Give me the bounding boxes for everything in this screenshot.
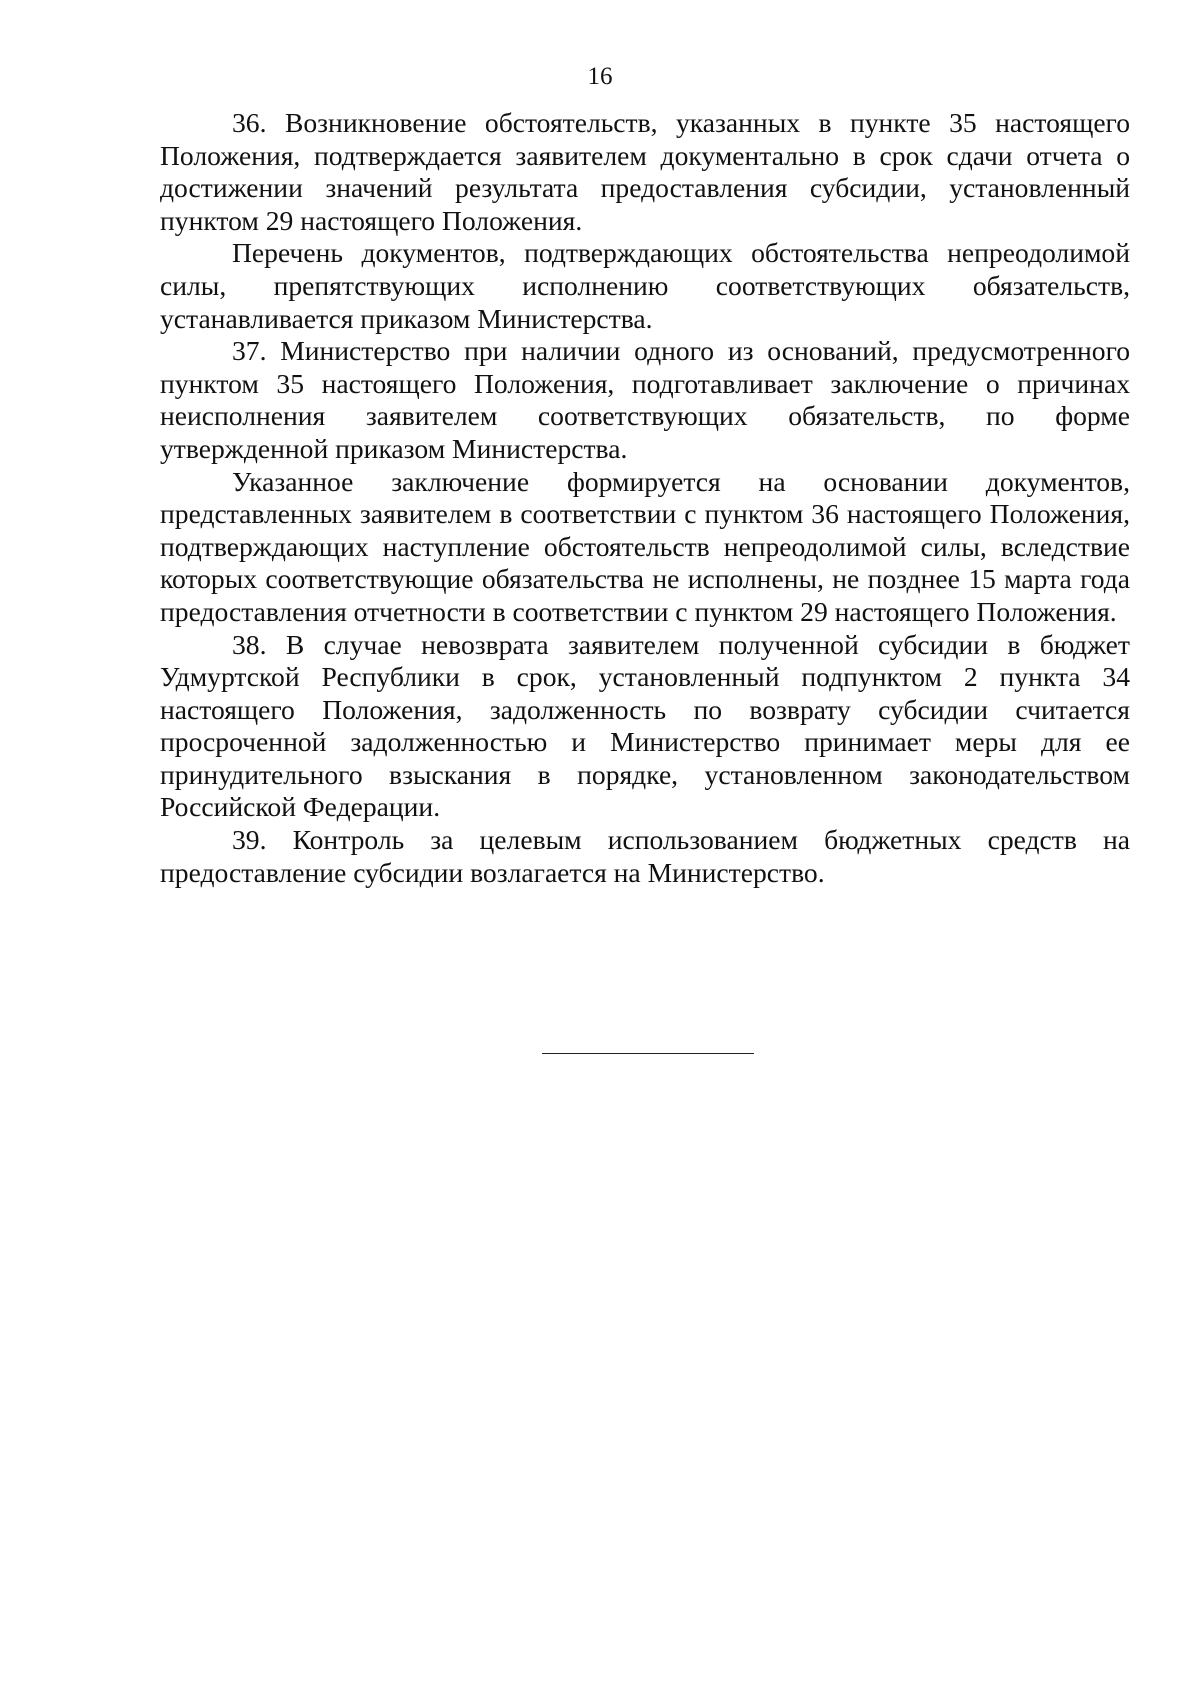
paragraph-36-documents-list: Перечень документов, подтверждающих обстоятельства непреодолимой силы, препятствующих исполнению соответствующих обязательств, устанавливается приказом Министерства. — [160, 237, 1130, 334]
paragraph-38: 38. В случае невозврата заявителем полученной субсидии в бюджет Удмуртской Республики в срок, установленный подпунктом 2 пункта 34 настоящего Положения, задолженность по возврату субсидии считается просроченной задолженностью и Министерство принимает меры для ее принудительного взыскания в порядке, установленном законодательством Российской Федерации. — [160, 628, 1130, 823]
paragraph-39: 39. Контроль за целевым использованием бюджетных средств на предоставление субсидии возлагается на Министерство. — [160, 824, 1130, 888]
paragraph-37-conclusion: Указанное заключение формируется на основании документов, представленных заявителем в соответствии с пунктом 36 настоящего Положения, подтверждающих наступление обстоятельств непреодолимой силы, вследствие которых соответствующие обязательства не исполнены, не позднее 15 марта года предоставления отчетности в соответствии с пунктом 29 настоящего Положения. — [160, 465, 1130, 627]
paragraph-37: 37. Министерство при наличии одного из оснований, предусмотренного пунктом 35 настоящего Положения, подготавливает заключение о причинах неисполнения заявителем соответствующих обязательств, по форме утвержденной приказом Министерства. — [160, 335, 1130, 464]
end-of-document-divider — [542, 1053, 754, 1054]
paragraph-36: 36. Возникновение обстоятельств, указанных в пункте 35 настоящего Положения, подтверждается заявителем документально в срок сдачи отчета о достижении значений результата предоставления субсидии, установленный пунктом 29 настоящего Положения. — [160, 107, 1130, 236]
page-number: 16 — [587, 63, 613, 90]
document-body — [160, 107, 1130, 889]
